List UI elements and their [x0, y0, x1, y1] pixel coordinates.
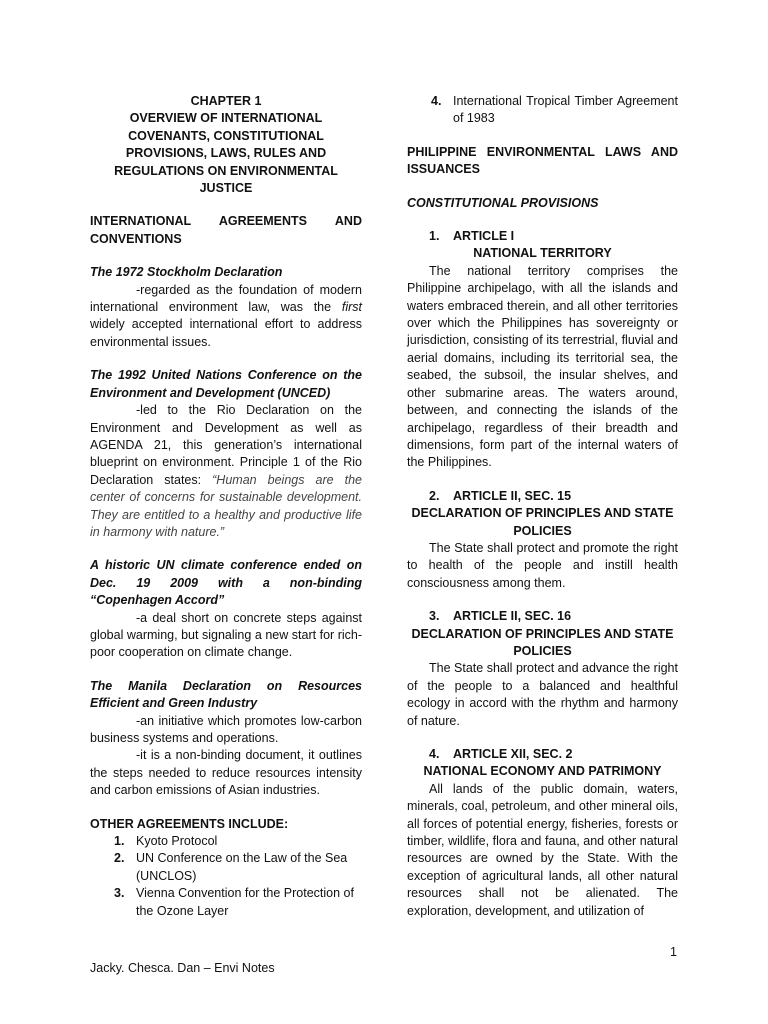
philippine-laws-heading: PHILIPPINE ENVIRONMENTAL LAWS AND ISSUANCES [407, 144, 678, 177]
article-label: 3. ARTICLE II, SEC. 16 [429, 609, 572, 624]
article-text: The State shall protect and advance the right of the people to a balanced and healthful ecology in accord with the rhythm and harmony of nature. [407, 661, 678, 728]
chapter-title: OVERVIEW OF INTERNATIONAL COVENANTS, CONSTITUTIONAL PROVISIONS, LAWS, RULES AND REGULATIONS ON ENVIRONMENTAL JUSTICE [114, 111, 338, 196]
stockholm-title: The 1972 Stockholm Declaration [90, 265, 283, 280]
manila-text-1: -an initiative which promotes low-carbon business systems and operations. [90, 713, 362, 745]
unced-title: The 1992 United Nations Conference on the Environment and Development (UNCED) [90, 368, 362, 400]
article-subtitle: DECLARATION OF PRINCIPLES AND STATE POLICIES [411, 506, 674, 538]
stockholm-text: -regarded as the foundation of modern international environment law, was the first widely accepted international effort to address environmental issues. [90, 282, 362, 349]
other-agreements-heading: OTHER AGREEMENTS INCLUDE: [90, 816, 289, 831]
constitutional-provisions-heading: CONSTITUTIONAL PROVISIONS [407, 195, 599, 210]
left-column [90, 93, 362, 920]
article-subtitle: DECLARATION OF PRINCIPLES AND STATE POLICIES [411, 626, 674, 658]
article-subtitle: NATIONAL ECONOMY AND PATRIMONY [423, 764, 662, 779]
unced-text: -led to the Rio Declaration on the Environment and Development as well as AGENDA 21, this generation’s international blueprint on environment. Principle 1 of the Rio Declaration states: “Human beings are the center of concerns for sustainable development. They are entitled to a healthy and productive life in harmony with nature.” [90, 403, 363, 539]
article-subtitle: NATIONAL TERRITORY [473, 246, 612, 261]
manila-text-2: -it is a non-binding document, it outlines the steps needed to reduce resources intensity and carbon emissions of Asian industries. [90, 748, 362, 798]
page-number: 1 [670, 945, 677, 959]
chapter-label: CHAPTER 1 [190, 94, 262, 108]
list-item: 3. Vienna Convention for the Protection of the Ozone Layer [114, 886, 354, 918]
copenhagen-title: A historic UN climate conference ended on Dec. 19 2009 with a non-binding “Copenhagen Accord” [90, 558, 362, 608]
manila-title: The Manila Declaration on Resources Efficient and Green Industry [90, 678, 362, 711]
section-heading-international: INTERNATIONAL AGREEMENTS AND CONVENTIONS [90, 214, 362, 246]
list-item: 2. UN Conference on the Law of the Sea (UNCLOS) [114, 851, 348, 883]
copenhagen-text: -a deal short on concrete steps against global warming, but signaling a new start for rich-poor cooperation on climate change. [90, 610, 362, 660]
article-label: 2. ARTICLE II, SEC. 15 [429, 488, 572, 503]
footer-text: Jacky. Chesca. Dan – Envi Notes [90, 961, 275, 975]
article-text: All lands of the public domain, waters, minerals, coal, petroleum, and other mineral oils, all forces of potential energy, fisheries, forests or timber, wildlife, flora and fauna, and other natural resources are owned by the State. With the exception of agricultural lands, all other natural resources shall not be alienated. The exploration, development, and utilization of [407, 781, 678, 918]
right-column [407, 93, 678, 920]
list-item: 4. International Tropical Timber Agreement of 1983 [431, 94, 678, 126]
article-label: 1. ARTICLE I [429, 229, 515, 244]
article-text: The national territory comprises the Philippine archipelago, with all the islands and waters embraced therein, and all other territories over which the Philippines has sovereignty or jurisdiction, consisting of its terrestrial, fluvial and aerial domains, including its territorial sea, the seabed, the subsoil, the insular shelves, and other submarine areas. The waters around, between, and connecting the islands of the archipelago, regardless of their breadth and dimensions, form part of the internal waters of the Philippines. [407, 263, 678, 470]
article-text: The State shall protect and promote the right to health of the people and instill health consciousness among them. [407, 540, 678, 590]
article-label: 4. ARTICLE XII, SEC. 2 [429, 747, 573, 761]
list-item: 1. Kyoto Protocol [114, 834, 218, 849]
